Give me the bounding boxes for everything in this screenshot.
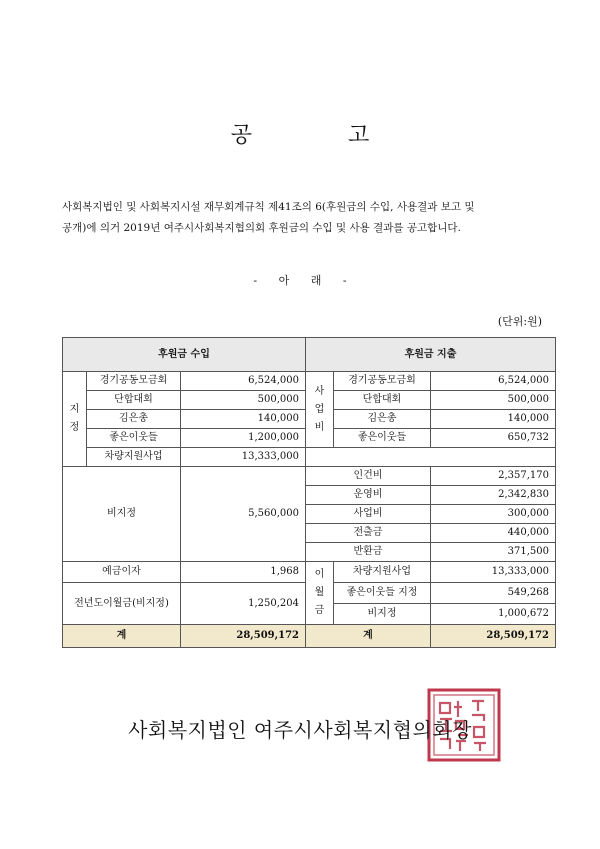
table-row [63,372,556,391]
expense-item-amount: 500,000 [431,391,556,410]
business-expense-label-char: 업 [314,403,325,415]
organization-name: 사회복지법인 여주시사회복지협의회장 [128,718,472,742]
expense-item-name: 김은총 [334,410,431,429]
income-item-amount: 13,333,000 [181,448,306,467]
total-row [63,625,556,648]
interest-label: 예금이자 [63,562,181,583]
expense-item-amount: 549,268 [431,583,556,604]
income-item-name: 차량지원사업 [87,448,181,467]
expense-item-name: 반환금 [306,543,431,562]
income-item-amount: 6,524,000 [181,372,306,391]
expense-item-name: 단합대회 [334,391,431,410]
expense-item-amount: 371,500 [431,543,556,562]
table-row [63,467,556,486]
interest-amount: 1,968 [181,562,306,583]
finance-table [62,337,556,648]
expense-item-name: 경기공동모금회 [334,372,431,391]
expense-item-name: 전출금 [306,524,431,543]
business-expense-label [306,372,334,448]
expense-item-amount: 1,000,672 [431,604,556,625]
expense-total-label: 계 [306,625,431,648]
business-expense-label-char: 비 [314,421,325,433]
designated-label-char: 지 [69,404,80,415]
income-item-name: 김은총 [87,410,181,429]
expense-item-name: 인건비 [306,467,431,486]
expense-header: 후원금 지출 [306,338,556,372]
expense-item-amount: 300,000 [431,505,556,524]
expense-item-amount: 440,000 [431,524,556,543]
income-item-amount: 140,000 [181,410,306,429]
carryover-label-char: 월 [314,587,325,598]
business-expense-label-char: 사 [314,385,325,397]
nondesignated-amount: 5,560,000 [181,467,306,562]
expense-item-amount: 650,732 [431,429,556,448]
income-item-name: 단합대회 [87,391,181,410]
expense-total-amount: 28,509,172 [431,625,556,648]
expense-item-name: 사업비 [306,505,431,524]
designated-label [63,372,87,467]
expense-item-name: 좋은이웃들 지정 [334,583,431,604]
carryover-amount: 1,250,204 [181,583,306,625]
expense-item-name: 차량지원사업 [334,562,431,583]
expense-item-amount: 2,357,170 [431,467,556,486]
income-item-name: 좋은이웃들 [87,429,181,448]
expense-item-name: 운영비 [306,486,431,505]
table-row [63,448,556,467]
income-item-name: 경기공동모금회 [87,372,181,391]
nondesignated-label: 비지정 [63,467,181,562]
table-header-row [63,338,556,372]
income-total-label: 계 [63,625,181,648]
expense-item-amount: 6,524,000 [431,372,556,391]
organization-signature [0,714,600,743]
table-row [63,562,556,583]
income-item-amount: 1,200,000 [181,429,306,448]
carryover-label-char: 금 [314,605,325,616]
intro-paragraph [62,197,540,239]
title-char-left: 공 [230,123,252,148]
unit-label: (단위:원) [497,315,542,328]
notice-title [0,118,600,149]
expense-item-name: 좋은이웃들 [334,429,431,448]
expense-item-amount: 140,000 [431,410,556,429]
notice-subheading: - 아 래 - [253,274,347,287]
designated-label-char: 정 [69,422,80,433]
carryover-expense-label [306,562,334,625]
carryover-label-char: 이 [314,569,325,580]
expense-item-amount: 2,342,830 [431,486,556,505]
intro-line-2: 공개)에 의거 2019년 여주시사회복지협의회 후원금의 수입 및 사용 결과를 공고합니다. [62,222,461,234]
intro-line-1: 사회복지법인 및 사회복지시설 재무회계규칙 제41조의 6(후원금의 수입, 사용결과 보고 및 [62,201,475,213]
income-item-amount: 500,000 [181,391,306,410]
income-total-amount: 28,509,172 [181,625,306,648]
title-char-right: 고 [348,123,370,148]
expense-item-amount: 13,333,000 [431,562,556,583]
income-header: 후원금 수입 [63,338,306,372]
expense-item-name: 비지정 [334,604,431,625]
empty-cell [306,448,556,467]
carryover-label: 전년도이월금(비지정) [63,583,181,625]
